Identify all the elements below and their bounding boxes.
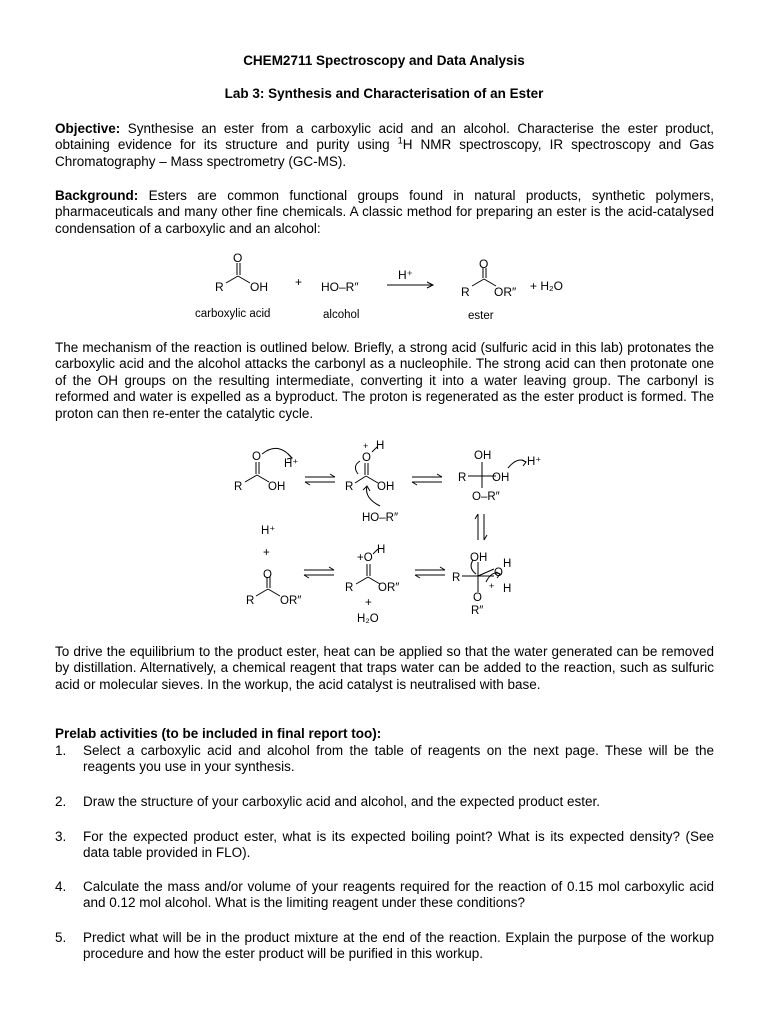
m2-o: O	[362, 452, 371, 464]
alcohol-formula: HO–R″	[321, 280, 359, 294]
list-item-text: Predict what will be in the product mixture at the end of the reaction. Explain the purpose of the workup procedure and how the ester product will be purified in this workup.	[83, 930, 714, 962]
m2-h: H	[376, 440, 385, 452]
m3-or: O–R″	[472, 491, 500, 503]
m3-r: R	[458, 472, 467, 484]
background-paragraph	[55, 188, 714, 237]
background-text: Esters are common functional groups found in natural products, synthetic polymers, pharmaceuticals and many other fine chemicals. A classic method for preparing an ester is the acid-catalysed condensation of a carboxylic and an alcohol:	[55, 188, 714, 236]
m2-charge: +	[363, 441, 369, 451]
m4-oh: OH	[470, 552, 488, 564]
m4-o-bottom: O	[473, 592, 482, 604]
m2-alcohol: HO–R″	[362, 512, 399, 524]
catalyst-h-plus: H⁺	[398, 268, 413, 282]
objective-superscript: 1	[397, 135, 403, 146]
reaction-scheme	[0, 248, 768, 328]
acid-carbonyl-o: O	[233, 251, 243, 265]
m5-or: OR″	[378, 582, 400, 594]
m6-or: OR″	[280, 595, 302, 607]
list-item-number: 1.	[55, 743, 67, 758]
m4-h-top: H	[503, 558, 512, 570]
ester-or: OR″	[494, 285, 517, 299]
alcohol-label: alcohol	[323, 309, 360, 321]
scheme-plus: +	[295, 275, 303, 289]
ester-carbonyl-o: O	[479, 257, 489, 271]
m6-r: R	[246, 595, 255, 607]
list-item-text: For the expected product ester, what is its expected boiling point? What is its expected density? (See data table provided in FLO).	[83, 829, 714, 861]
m3-oh-right: OH	[492, 472, 510, 484]
m5-water: H₂O	[357, 613, 379, 625]
m5-plus: +	[365, 597, 372, 609]
m1-r: R	[234, 481, 243, 493]
background-label: Background:	[55, 188, 139, 203]
regenerated-h-plus: H⁺	[261, 525, 276, 537]
m1-h-plus: H⁺	[284, 458, 299, 470]
list-item-number: 4.	[55, 879, 67, 894]
m4-h-bottom: H	[503, 583, 512, 595]
m6-o: O	[263, 569, 272, 581]
m5-o-plus: +O	[357, 552, 373, 564]
m4-o: O	[494, 567, 503, 579]
carboxylic-acid-label: carboxylic acid	[195, 308, 271, 320]
list-item-text: Select a carboxylic acid and alcohol from the table of reagents on the next page. These will be the reagents you use in your synthesis.	[83, 743, 714, 775]
list-item-number: 3.	[55, 829, 67, 844]
m5-h: H	[377, 544, 386, 556]
objective-text-b: H NMR spectroscopy, IR spectroscopy and Gas Chromatography – Mass spectrometry (GC-MS).	[55, 137, 714, 169]
m2-oh: OH	[377, 481, 395, 493]
list-item-text: Draw the structure of your carboxylic acid and alcohol, and the expected product ester.	[83, 794, 601, 809]
ester-label: ester	[468, 310, 494, 322]
m1-o: O	[252, 451, 261, 463]
objective-label: Objective:	[55, 121, 121, 136]
m3-h-plus: H⁺	[527, 456, 542, 468]
mechanism-diagram	[0, 436, 768, 628]
regenerated-plus: +	[263, 547, 270, 559]
m4-charge: +	[489, 581, 495, 591]
prelab-heading: Prelab activities (to be included in final report too):	[55, 726, 382, 741]
water-product: + H₂O	[530, 279, 563, 293]
equilibrium-paragraph: To drive the equilibrium to the product ester, heat can be applied so that the water generated can be removed by distillation. Alternatively, a chemical reagent that traps water can be added to the reaction, such as sulfuric acid or molecular sieves. In the workup, the acid catalyst is neutralised with base.	[55, 644, 714, 692]
m1-oh: OH	[268, 481, 286, 493]
mechanism-intro-paragraph: The mechanism of the reaction is outlined below. Briefly, a strong acid (sulfuric acid in this lab) protonates the carboxylic acid and the alcohol attacks the carbonyl as a nucleophile. The strong acid can then protonate one of the OH groups on the resulting intermediate, converting it into a water leaving group. The carbonyl is reformed and water is expelled as a byproduct. The proton is regenerated as the ester product is formed. The proton can then re-enter the catalytic cycle.	[55, 340, 714, 421]
ester-r: R	[461, 285, 470, 299]
acid-oh: OH	[250, 280, 268, 294]
list-item-number: 5.	[55, 930, 67, 945]
list-item-text: Calculate the mass and/or volume of your reagents required for the reaction of 0.15 mol carboxylic acid and 0.12 mol alcohol. What is the limiting reagent under these conditions?	[83, 879, 714, 911]
acid-r: R	[215, 280, 224, 294]
m5-r: R	[345, 582, 354, 594]
list-item-number: 2.	[55, 794, 67, 809]
course-title: CHEM2711 Spectroscopy and Data Analysis	[243, 53, 525, 68]
m4-r: R	[452, 572, 461, 584]
m3-oh-top: OH	[474, 450, 492, 462]
m2-r: R	[345, 481, 354, 493]
m4-r-double: R″	[471, 605, 484, 617]
objective-paragraph	[55, 121, 714, 170]
lab-title: Lab 3: Synthesis and Characterisation of an Ester	[224, 86, 544, 101]
objective-text-a: Synthesise an ester from a carboxylic acid and an alcohol. Characterise the ester product, obtaining evidence for its structure and purity using	[55, 121, 714, 153]
